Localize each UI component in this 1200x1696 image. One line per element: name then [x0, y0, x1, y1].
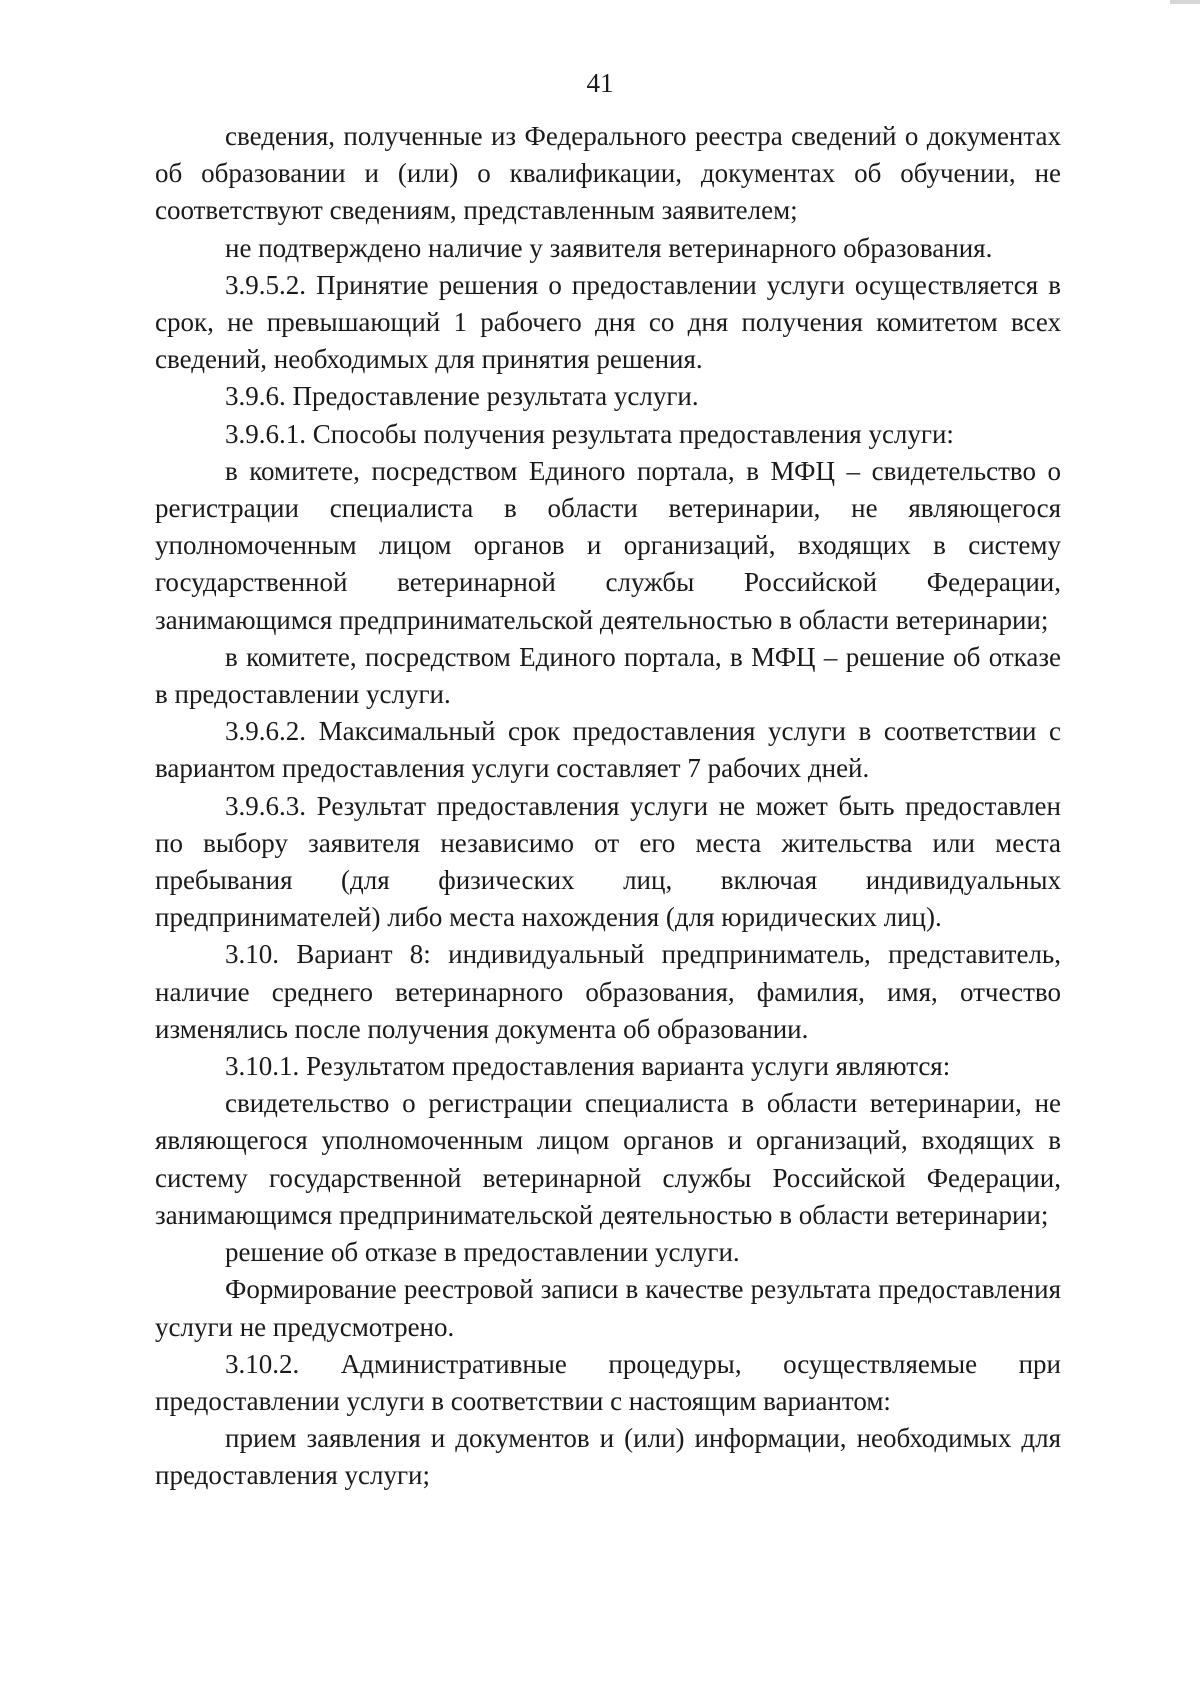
paragraph: Формирование реестровой записи в качестве результата предоставления услуги не предусмотрено. [155, 1274, 1061, 1342]
page-number: 41 [586, 68, 614, 98]
paragraph: в комитете, посредством Единого портала, в МФЦ – решение об отказе в предоставлении услуги. [155, 641, 1061, 710]
paragraph: не подтверждено наличие у заявителя ветеринарного образования. [225, 232, 993, 263]
paragraph: свидетельство о регистрации специалиста в области ветеринарии, не являющегося уполномоченным лицом органов и организаций, входящих в систему государственной ветеринарной службы Российской Федерации, занимающимся предпринимательской деятельностью в области ветеринарии; [155, 1088, 1061, 1230]
paragraph: 3.10.2. Административные процедуры, осуществляемые при предоставлении услуги в соответствии с настоящим вариантом: [155, 1348, 1061, 1416]
document-body [155, 118, 1061, 1495]
paragraph: 3.9.6.2. Максимальный срок предоставления услуги в соответствии с вариантом предоставления услуги составляет 7 рабочих дней. [155, 716, 1061, 784]
paragraph: прием заявления и документов и (или) информации, необходимых для предоставления услуги; [155, 1423, 1061, 1491]
paragraph: 3.10.1. Результатом предоставления варианта услуги являются: [225, 1051, 951, 1082]
paragraph: 3.9.5.2. Принятие решения о предоставлении услуги осуществляется в срок, не превышающий 1 рабочего дня со дня получения комитетом всех сведений, необходимых для принятия решения. [155, 269, 1061, 375]
scan-edge-mark [1170, 0, 1200, 4]
paragraph: 3.9.6. Предоставление результата услуги. [225, 381, 699, 412]
paragraph: в комитете, посредством Единого портала, в МФЦ – свидетельство о регистрации специалиста в области ветеринарии, не являющегося уполномоченным лицом органов и организаций, входящих в систему государственной ветеринарной службы Российской Федерации, занимающимся предпринимательской деятельностью в области ветеринарии; [155, 455, 1061, 635]
paragraph: сведения, полученные из Федерального реестра сведений о документах об образовании и (или) о квалификации, документах об обучении, не соответствуют сведениям, представленным заявителем; [155, 121, 1061, 226]
paragraph: 3.9.6.1. Способы получения результата предоставления услуги: [225, 418, 954, 449]
paragraph: решение об отказе в предоставлении услуги. [225, 1237, 740, 1268]
paragraph: 3.10. Вариант 8: индивидуальный предприниматель, представитель, наличие среднего ветеринарного образования, фамилия, имя, отчество изменялись после получения документа об образовании. [155, 939, 1061, 1044]
paragraph: 3.9.6.3. Результат предоставления услуги не может быть предоставлен по выбору заявителя независимо от его места жительства или места пребывания (для физических лиц, включая индивидуальных предпринимателей) либо места нахождения (для юридических лиц). [155, 790, 1061, 933]
